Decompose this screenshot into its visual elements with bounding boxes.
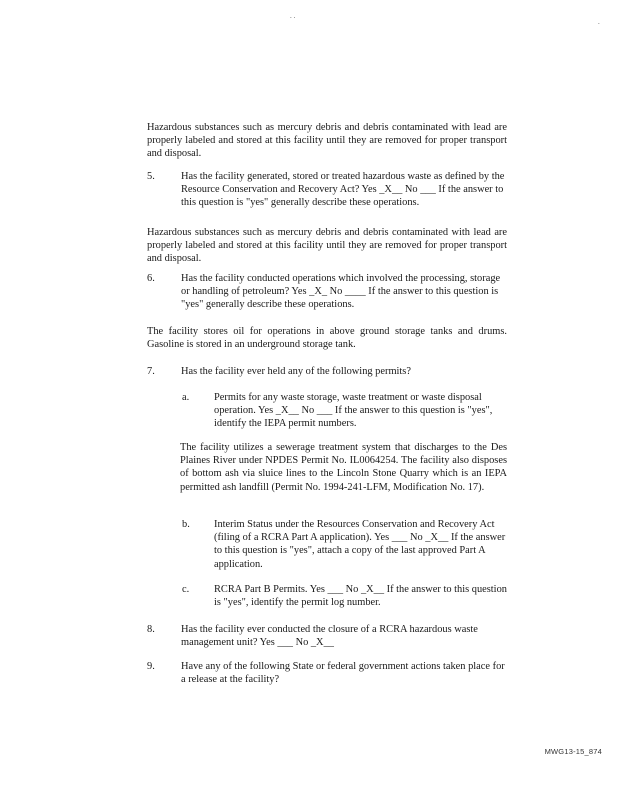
question-number: 7. bbox=[147, 366, 155, 377]
question-text: Has the facility ever conducted the closure of a RCRA hazardous waste management unit? Yes ___ No _X__ bbox=[181, 624, 478, 649]
question-letter: a. bbox=[182, 392, 190, 403]
question-text: Have any of the following State or federal government actions taken place for a release at the facility? bbox=[181, 661, 505, 686]
question-text: Has the facility ever held any of the following permits? bbox=[181, 366, 411, 377]
question-number: 8. bbox=[147, 624, 155, 635]
question-text: Has the facility conducted operations which involved the processing, storage or handling of petroleum? Yes _X_ No ____ If the answer to this question is "yes" generally describe these operations. bbox=[181, 273, 501, 311]
question-text: RCRA Part B Permits. Yes ___ No _X__ If the answer to this question is "yes", identify the permit log number. bbox=[214, 584, 507, 609]
paragraph-hazardous-substances-2: Hazardous substances such as mercury debris and debris contaminated with lead are properly labeled and stored at this facility until they are removed for proper transport and disposal. bbox=[147, 227, 507, 265]
question-number: 9. bbox=[147, 661, 155, 672]
question-text: Interim Status under the Resources Conservation and Recovery Act (filing of a RCRA Part A application). Yes ___ No _X__ If the answer to this question is "yes", attach a copy of the last approved Part A application. bbox=[214, 519, 506, 570]
bates-number: MWG13-15_874 bbox=[544, 747, 602, 756]
question-text: Permits for any waste storage, waste treatment or waste disposal operation. Yes _X__ No ___ If the answer to this question is "yes", identify the IEPA permit numbers. bbox=[214, 392, 493, 430]
paragraph-oil-storage: The facility stores oil for operations in above ground storage tanks and drums. Gasoline is stored in an underground storage tank. bbox=[147, 326, 507, 351]
scan-speck: . bbox=[598, 18, 600, 26]
question-letter: b. bbox=[182, 519, 190, 530]
question-text: Has the facility generated, stored or treated hazardous waste as defined by the Resource Conservation and Recovery Act? Yes _X__ No ___ If the answer to this question is "yes" generally describe these operations. bbox=[181, 171, 505, 209]
question-number: 6. bbox=[147, 273, 155, 284]
paragraph-hazardous-substances-1: Hazardous substances such as mercury debris and debris contaminated with lead are properly labeled and stored at this facility until they are removed for proper transport and disposal. bbox=[147, 122, 507, 160]
scan-speck: . . bbox=[290, 12, 296, 20]
question-number: 5. bbox=[147, 171, 155, 182]
question-letter: c. bbox=[182, 584, 190, 595]
paragraph-permits: The facility utilizes a sewerage treatment system that discharges to the Des Plaines River under NPDES Permit No. IL0064254. The facility also disposes of bottom ash via sluice lines to the Lincoln Stone Quarry which is an IEPA permitted ash landfill (Permit No. 1994-241-LFM, Modification No. 17). bbox=[180, 442, 507, 493]
